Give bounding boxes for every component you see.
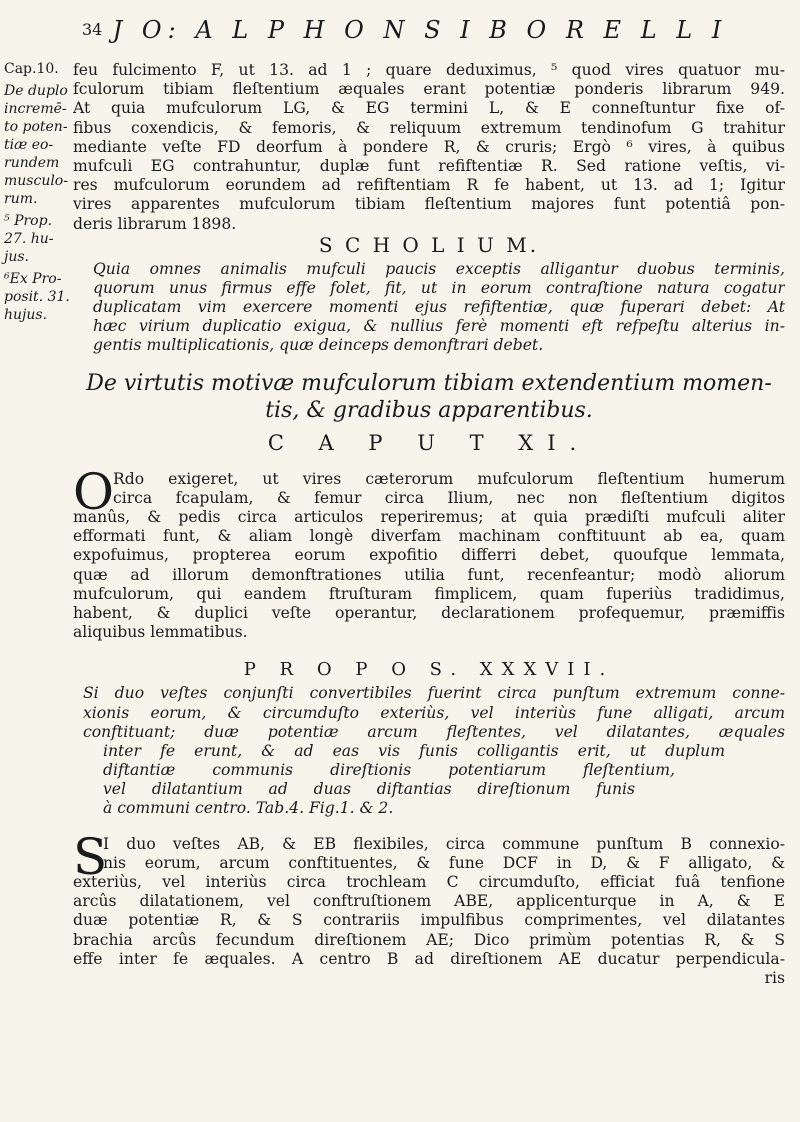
text-line: effe inter fe æquales. A centro B ad direſtionem AE ducatur perpendicula- bbox=[73, 949, 785, 968]
margin-ref-line: ⁵ Prop. bbox=[4, 213, 53, 229]
margin-ref-1 bbox=[4, 212, 70, 266]
text-line: expofuimus, propterea eorum expofitio differri debet, quoufque lemmata, bbox=[73, 546, 785, 565]
margin-ref-line: ⁶Ex Pro- bbox=[4, 271, 62, 287]
chapter-title bbox=[73, 370, 785, 424]
margin-chapter-ref: Cap.10. bbox=[4, 61, 59, 77]
margin-topic-line: incremē- bbox=[4, 101, 67, 117]
text-line: mediante veſte FD deorfum à pondere R, & cruris; Ergò ⁶ vires, à quibus bbox=[73, 137, 785, 156]
text-line: circa fcapulam, & femur circa Ilium, nec non fleſtentium digitos bbox=[113, 488, 785, 507]
text-line: vires apparentes mufculorum tibiam fleſtentium majores funt potentiâ pon- bbox=[73, 195, 785, 214]
margin-notes bbox=[4, 60, 70, 328]
proposition-heading: P R O P O S. XXXVII. bbox=[243, 659, 615, 681]
text-line: Quia omnes animalis mufculi paucis exceptis alligantur duobus terminis, bbox=[93, 259, 785, 278]
text-line: inter fe erunt, & ad eas vis funis colligantis erit, ut duplum bbox=[103, 741, 725, 760]
text-line: vel dilatantium ad duas diftantias direſtionum funis bbox=[103, 780, 635, 799]
margin-ref-2 bbox=[4, 270, 70, 324]
margin-topic-line: to poten- bbox=[4, 119, 68, 135]
chapter-number: C A P U T XI. bbox=[267, 430, 591, 455]
text-line: xionis eorum, & circumduſto exteriùs, vel interiùs fune alligati, arcum bbox=[83, 703, 785, 722]
text-line: conftituant; duæ potentiæ arcum fleſtentes, vel dilatantes, æquales bbox=[83, 722, 785, 741]
drop-cap: O bbox=[73, 462, 114, 521]
text-line: quæ ad illorum demonftrationes utilia funt, recenfeantur; modò aliorum bbox=[73, 565, 785, 584]
margin-ref-line: jus. bbox=[4, 249, 29, 265]
text-line: I duo veſtes AB, & EB flexibiles, circa commune punſtum B connexio- bbox=[103, 834, 785, 853]
running-head: J O: A L P H O N S I B O R E L L I bbox=[112, 16, 728, 44]
paragraph-1 bbox=[73, 61, 785, 234]
margin-topic-line: musculo- bbox=[4, 173, 68, 189]
text-line: deris librarum 1898. bbox=[73, 214, 237, 233]
text-line: manûs, & pedis circa articulos reperiremus; at quia prædiſti mufculi aliter bbox=[73, 508, 785, 526]
text-line: mufculi EG contrahuntur, duplæ funt refiftentiæ R. Sed ratione veſtis, vi- bbox=[73, 156, 785, 175]
text-line: Rdo exigeret, ut vires cæterorum mufculorum fleſtentium humerum bbox=[113, 469, 785, 488]
text-line: duæ potentiæ R, & S contrariis impulfibus comprimentes, vel dilatantes bbox=[73, 911, 785, 930]
main-text bbox=[73, 61, 785, 988]
text-line: duplicatam vim exercere momenti ejus refiftentiæ, quæ fuperari debet: At bbox=[93, 298, 785, 317]
text-line: At quia mufculorum LG, & EG termini L, & E conneſtuntur fixe of- bbox=[73, 99, 785, 118]
scholium-heading: S C H O L I U M. bbox=[318, 232, 540, 257]
text-line: aliquibus lemmatibus. bbox=[73, 623, 248, 642]
margin-topic-line: rum. bbox=[4, 191, 38, 207]
text-line: Si duo veſtes conjunſti convertibiles fuerint circa punſtum extremum conne- bbox=[83, 684, 785, 703]
drop-cap: S bbox=[73, 827, 108, 886]
text-line: à communi centro. Tab.4. Fig.1. & 2. bbox=[103, 799, 394, 818]
page-header bbox=[70, 16, 770, 52]
chapter-title-line: tis, & gradibus apparentibus. bbox=[265, 397, 593, 423]
catchword: ris bbox=[764, 968, 785, 987]
margin-topic-line: De duplo bbox=[4, 83, 68, 99]
text-line: fibus coxendicis, & femoris, & reliquum extremum tendinofum G trahitur bbox=[73, 118, 785, 137]
text-line: arcûs dilatationem, vel conftruſtionem ABE, applicenturque in A, & E bbox=[73, 892, 785, 911]
text-line: hæc virium duplicatio exigua, & nullius ferè momenti eft refpeſtu alterius in- bbox=[93, 317, 785, 336]
text-line: nis eorum, arcum conftituentes, & fune DCF in D, & F alligato, & bbox=[103, 853, 785, 872]
margin-topic bbox=[4, 82, 70, 208]
margin-ref-line: hujus. bbox=[4, 307, 48, 323]
margin-topic-line: tiæ eo- bbox=[4, 137, 54, 153]
proposition-text bbox=[73, 684, 785, 818]
paragraph-3 bbox=[73, 827, 785, 989]
chapter-title-line: De virtutis motivæ mufculorum tibiam extendentium momen- bbox=[86, 370, 772, 396]
margin-ref-line: posit. 31. bbox=[4, 289, 70, 305]
text-line: res mufculorum eorundem ad refiftentiam R fe habent, ut 13. ad 1; Igitur bbox=[73, 176, 785, 195]
text-line: feu fulcimento F, ut 13. ad 1 ; quare deduximus, ⁵ quod vires quatuor mu- bbox=[73, 61, 785, 79]
text-line: mufculorum, qui eandem ftruſturam fimplicem, quam fuperiùs tradidimus, bbox=[73, 584, 785, 603]
text-line: exteriùs, vel interiùs circa trochleam C circumduſto, efficiat fuâ tenfione bbox=[73, 873, 785, 891]
text-line: diftantiæ communis direſtionis potentiarum fleſtentium, bbox=[103, 761, 675, 780]
text-line: fculorum tibiam fleſtentium æquales erant potentiæ ponderis librarum 949. bbox=[73, 80, 785, 99]
text-line: habent, & duplici veſte operantur, declarationem profequemur, præmiffis bbox=[73, 603, 785, 622]
text-line: quorum unus firmus effe folet, fit, ut in eorum contraſtione natura cogatur bbox=[93, 278, 785, 297]
scholium-text bbox=[73, 260, 785, 356]
text-line: gentis multiplicationis, quæ deinceps demonftrari debet. bbox=[93, 336, 544, 355]
margin-topic-line: rundem bbox=[4, 155, 60, 171]
text-line: efformati funt, & aliam longè diverfam machinam conftituunt ab ea, quam bbox=[73, 527, 785, 546]
page-number: 34 bbox=[82, 20, 103, 39]
paragraph-2 bbox=[73, 462, 785, 643]
margin-ref-line: 27. hu- bbox=[4, 231, 54, 247]
text-line: brachia arcûs fecundum direſtionem AE; Dico primùm potentias R, & S bbox=[73, 930, 785, 949]
